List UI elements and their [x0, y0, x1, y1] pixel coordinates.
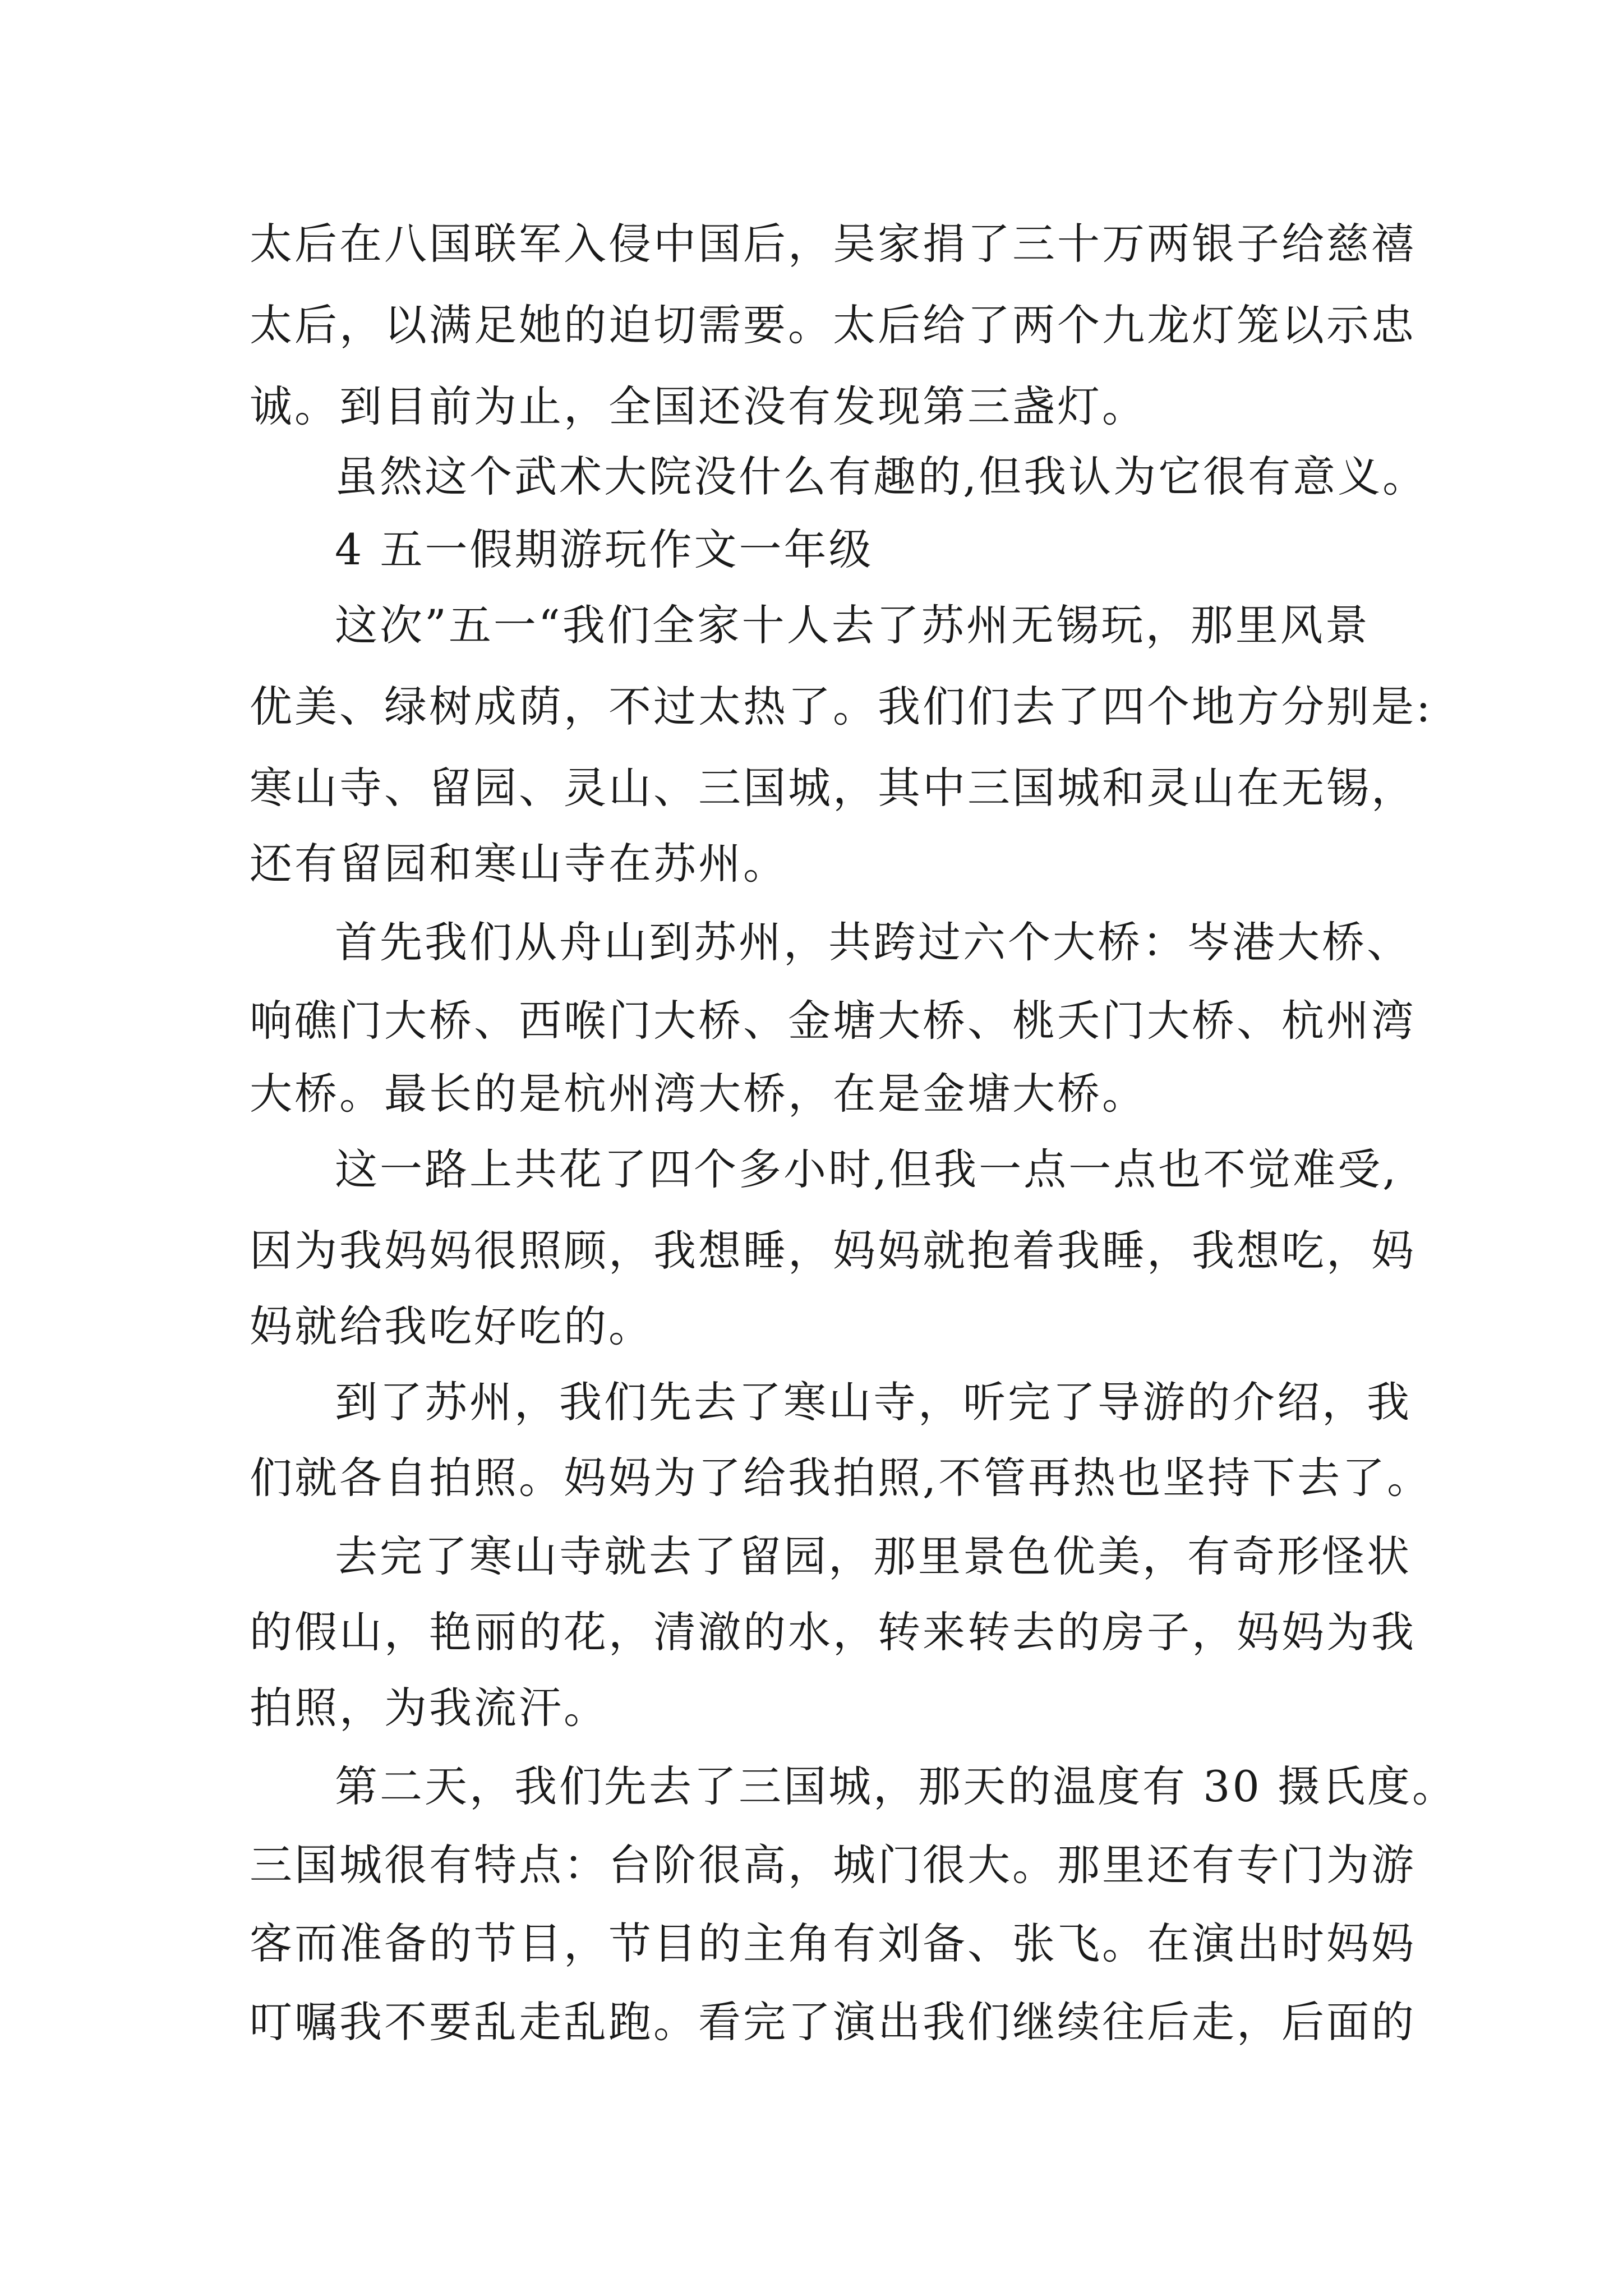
- text-line: 去完了寒山寺就去了留园，那里景色优美，有奇形怪状: [335, 1531, 1412, 1581]
- text-line: 叮嘱我不要乱走乱跑。看完了演出我们继续往后走，后面的: [250, 1997, 1416, 2047]
- text-line: 首先我们从舟山到苏州，共跨过六个大桥：岑港大桥、: [335, 917, 1412, 967]
- text-line: 诚。到目前为止，全国还没有发现第三盏灯。: [250, 381, 1147, 431]
- section-heading: 4 五一假期游玩作文一年级: [335, 524, 874, 574]
- text-line: 三国城很有特点：台阶很高，城门很大。那里还有专门为游: [250, 1840, 1416, 1890]
- text-line: 太后在八国联军入侵中国后，吴家捐了三十万两银子给慈禧: [250, 219, 1416, 269]
- text-line: 因为我妈妈很照顾，我想睡，妈妈就抱着我睡，我想吃，妈: [250, 1226, 1416, 1276]
- text-line: 虽然这个武术大院没什么有趣的,但我认为它很有意义。: [335, 452, 1428, 501]
- text-line: 第二天，我们先去了三国城，那天的温度有 30 摄氏度。: [335, 1761, 1458, 1811]
- text-line: 妈就给我吃好吃的。: [250, 1301, 653, 1351]
- text-line: 还有留园和寒山寺在苏州。: [250, 839, 788, 889]
- text-line: 响礁门大桥、西喉门大桥、金塘大桥、桃夭门大桥、杭州湾: [250, 996, 1416, 1046]
- text-line: 大桥。最长的是杭州湾大桥，在是金塘大桥。: [250, 1069, 1147, 1119]
- text-line: 客而准备的节目，节目的主角有刘备、张飞。在演出时妈妈: [250, 1918, 1416, 1968]
- text-line: 寒山寺、留园、灵山、三国城，其中三国城和灵山在无锡，: [250, 763, 1416, 813]
- text-line: 的假山，艳丽的花，清澈的水，转来转去的房子，妈妈为我: [250, 1607, 1416, 1657]
- text-line: 这次”五一“我们全家十人去了苏州无锡玩，那里风景: [335, 600, 1370, 650]
- text-line: 们就各自拍照。妈妈为了给我拍照,不管再热也坚持下去了。: [250, 1453, 1432, 1503]
- text-line: 太后，以满足她的迫切需要。太后给了两个九龙灯笼以示忠: [250, 300, 1416, 350]
- text-line: 这一路上共花了四个多小时,但我一点一点也不觉难受,: [335, 1144, 1399, 1194]
- text-line: 到了苏州，我们先去了寒山寺，听完了导游的介绍，我: [335, 1377, 1412, 1427]
- text-line: 优美、绿树成荫，不过太热了。我们们去了四个地方分别是:: [250, 682, 1433, 731]
- text-line: 拍照，为我流汗。: [250, 1683, 608, 1733]
